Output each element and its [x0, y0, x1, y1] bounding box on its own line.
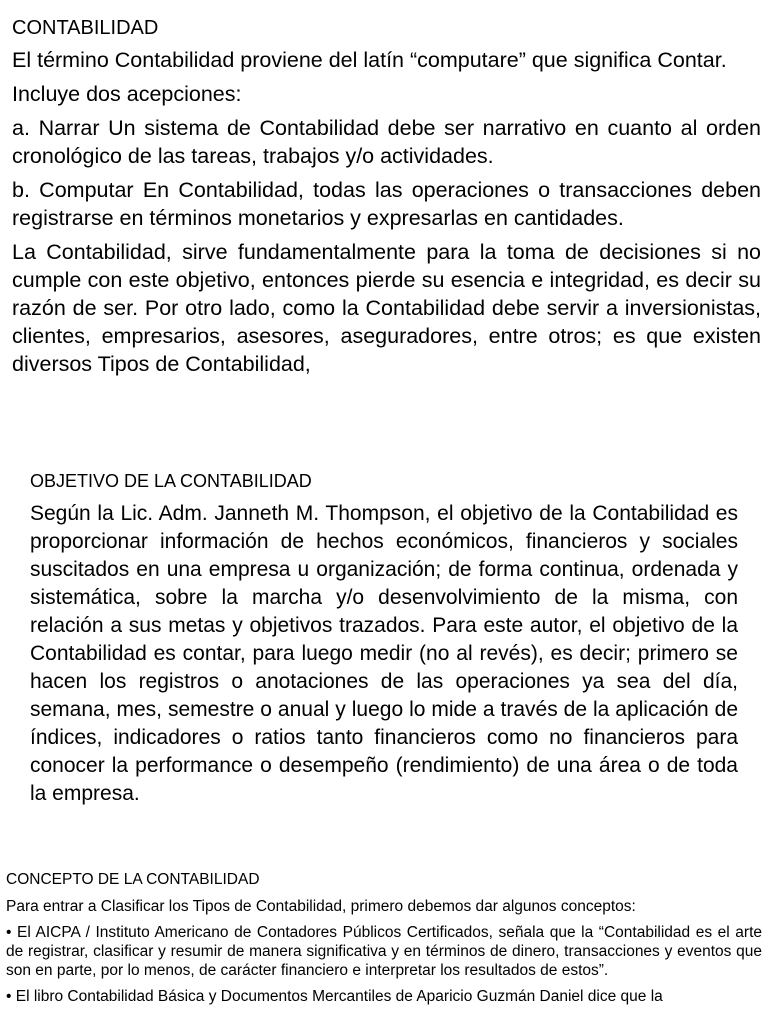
section-concepto — [6, 870, 762, 1013]
section-title-contabilidad: CONTABILIDAD — [12, 17, 159, 39]
paragraph-narrar: a. Narrar Un sistema de Contabilidad debe ser narrativo en cuanto al orden cronológico de las tareas, trabajos y/o actividades. — [12, 116, 761, 168]
paragraph-origin: El término Contabilidad proviene del latín “computare” que significa Contar. — [12, 48, 727, 72]
paragraph-objetivo: Según la Lic. Adm. Janneth M. Thompson, el objetivo de la Contabilidad es proporcionar información de hechos económicos, financieros y sociales suscitados en una empresa u organización; de forma continua, ordenada y sistemática, sobre la marcha y/o desenvolvimiento de la misma, con relación a sus metas y objetivos trazados. Para este autor, el objetivo de la Contabilidad es contar, para luego medir (no al revés), es decir; primero se hacen los registros o anotaciones de las operaciones ya sea del día, semana, mes, semestre o anual y luego lo mide a través de la aplicación de índices, indicadores o ratios tanto financieros como no financieros para conocer la performance o desempeño (rendimiento) de una área o de toda la empresa. — [30, 502, 738, 805]
paragraph-libro: • El libro Contabilidad Básica y Documentos Mercantiles de Aparicio Guzmán Daniel dice que la — [6, 988, 663, 1005]
paragraph-decisiones: La Contabilidad, sirve fundamentalmente para la toma de decisiones si no cumple con este objetivo, entonces pierde su esencia e integridad, es decir su razón de ser. Por otro lado, como la Contabilidad debe servir a inversionistas, clientes, empresarios, asesores, aseguradores, entre otros; es que existen diversos Tipos de Contabilidad, — [12, 240, 761, 376]
paragraph-computar: b. Computar En Contabilidad, todas las operaciones o transacciones deben registrarse en términos monetarios y expresarlas en cantidades. — [12, 178, 761, 230]
paragraph-aicpa: • El AICPA / Instituto Americano de Contadores Públicos Certificados, señala que la “Contabilidad es el arte de registrar, clasificar y resumir de manera significativa y en términos de dinero, transacciones y eventos que son en parte, por lo menos, de carácter financiero e interpretar los resultados de estos”. — [6, 924, 762, 979]
section-title-objetivo: OBJETIVO DE LA CONTABILIDAD — [30, 471, 312, 491]
section-title-concepto: CONCEPTO DE LA CONTABILIDAD — [6, 871, 260, 888]
section-contabilidad — [12, 0, 761, 384]
paragraph-acepciones: Incluye dos acepciones: — [12, 82, 242, 106]
section-objetivo — [30, 470, 738, 808]
paragraph-clasificar: Para entrar a Clasificar los Tipos de Contabilidad, primero debemos dar algunos conceptos: — [6, 898, 636, 915]
